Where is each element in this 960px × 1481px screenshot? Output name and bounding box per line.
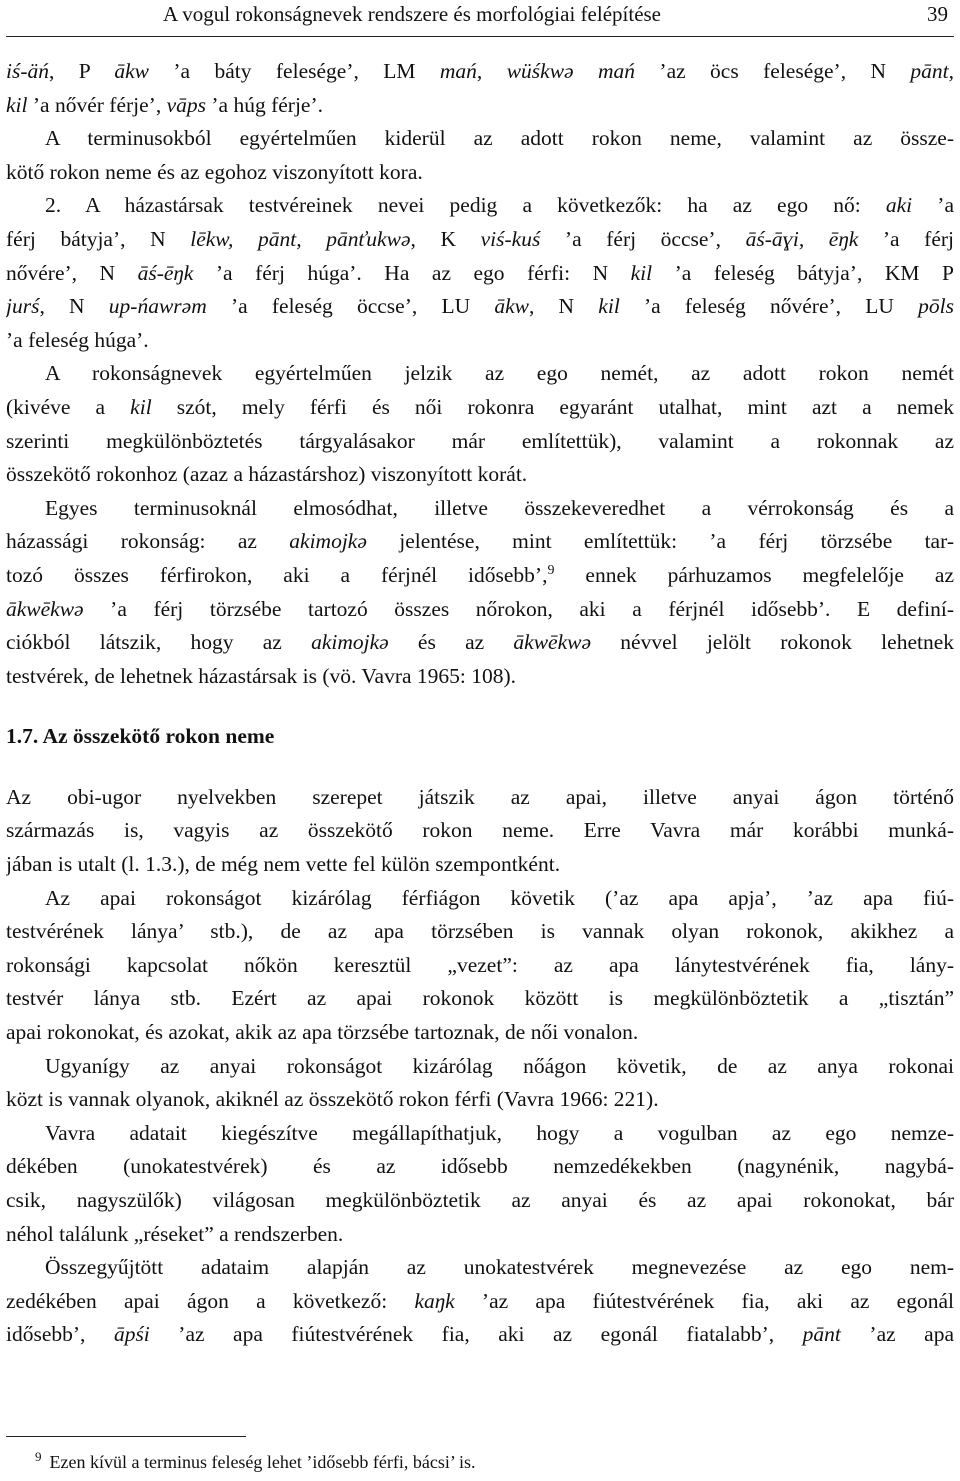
italic-term: vāps xyxy=(166,92,206,117)
text-line xyxy=(6,593,954,627)
text-line xyxy=(6,1117,954,1151)
paragraph xyxy=(6,1117,954,1251)
italic-term: āpśi xyxy=(113,1322,150,1347)
spacer xyxy=(6,693,954,720)
text-run: Összegyűjtött adataim alapján az unokatestvérek megnevezése az ego nem- xyxy=(45,1255,954,1280)
text-run: rokonsági kapcsolat nőkön keresztül „vezet”: az apa lánytestvérének fia, lány- xyxy=(6,952,954,977)
text-run: ’az apa fiútestvérének fia, aki az egonál fiatalabb’, xyxy=(149,1322,803,1347)
italic-term: ākwēkwə xyxy=(6,596,84,621)
italic-term: ākw xyxy=(494,294,529,319)
text-line xyxy=(6,982,954,1016)
text-run: , K xyxy=(410,226,481,251)
text-run: Az obi-ugor nyelvekben szerepet játszik az apai, illetve anyai ágon történő xyxy=(6,784,954,809)
text-run: ’a férj húga’. Ha az ego férfi: N xyxy=(193,260,631,285)
italic-term: mań, wüśkwə mań xyxy=(439,59,636,83)
italic-term: pōls xyxy=(918,294,954,319)
italic-term: akimojkə xyxy=(311,630,389,655)
text-run: ’a feleség húga’. xyxy=(6,327,149,352)
text-run: idősebb’, xyxy=(6,1322,114,1347)
text-line xyxy=(6,357,954,391)
text-line xyxy=(6,814,954,848)
text-run: apai rokonokat, és azokat, akik az apa törzsébe tartoznak, de női vonalon. xyxy=(6,1020,639,1045)
text-run: ’a férj öccse’, xyxy=(540,226,746,251)
italic-term: āś-āɣi, ēŋk xyxy=(745,226,859,251)
text-run: dékében (unokatestvérek) és az idősebb nemzedékekben (nagynénik, nagybá- xyxy=(6,1154,954,1179)
text-run: kötő rokon neme és az egohoz viszonyított kora. xyxy=(6,159,423,184)
italic-term: up-ńawrəm xyxy=(108,294,207,319)
text-run: 2. A házastársak testvéreinek nevei pedig a következők: ha az ego nő: xyxy=(45,193,886,218)
text-line xyxy=(6,1218,954,1252)
text-line xyxy=(6,882,954,916)
text-run: szót, mely férfi és női rokonra egyaránt utalhat, mint azt a nemek xyxy=(151,394,954,419)
text-run: ’a xyxy=(912,193,954,218)
text-line xyxy=(6,626,954,660)
text-run: ’a feleség öccse’, LU xyxy=(206,294,495,319)
italic-term: ākw xyxy=(114,59,149,83)
text-run: testvér lánya stb. Ezért az apai rokonok között is megkülönböztetik a „tisztán” xyxy=(6,986,954,1011)
text-line xyxy=(6,1050,954,1084)
text-run: (kivéve a xyxy=(6,394,131,419)
text-line xyxy=(6,949,954,983)
text-run: névvel jelölt rokonok lehetnek xyxy=(591,630,954,655)
text-line xyxy=(6,848,954,882)
italic-term: kil xyxy=(6,92,28,117)
text-run: ciókból látszik, hogy az xyxy=(6,630,312,655)
italic-term: pānt, xyxy=(910,59,954,83)
section-heading: 1.7. Az összekötő rokon neme xyxy=(6,724,275,749)
text-line xyxy=(6,1251,954,1285)
italic-term: kil xyxy=(598,294,620,319)
text-run: ’a feleség nővére’, LU xyxy=(619,294,919,319)
running-title: A vogul rokonságnevek rendszere és morfológiai felépítése xyxy=(163,2,662,26)
text-line xyxy=(6,425,954,459)
text-run: , N xyxy=(39,294,109,319)
paragraph xyxy=(6,781,954,882)
text-line xyxy=(6,1150,954,1184)
text-line xyxy=(6,1016,954,1050)
text-run: ’a húg férje’. xyxy=(206,92,323,117)
text-run: ’a nővér férje’, xyxy=(27,92,167,117)
text-line xyxy=(6,223,954,257)
text-run: szerinti megkülönböztetés tárgyalásakor már említettük), valamint a rokonnak az xyxy=(6,428,954,453)
text-line xyxy=(6,55,954,89)
text-run: csik, nagyszülők) világosan megkülönböztetik az anyai és az apai rokonokat, bár xyxy=(6,1188,954,1212)
text-run: Ugyanígy az anyai rokonságot kizárólag nőágon követik, de az anya rokonai xyxy=(45,1053,954,1078)
page-body xyxy=(6,55,954,1352)
text-run: ’az apa xyxy=(840,1322,954,1347)
footnote xyxy=(35,1450,476,1474)
text-run: Vavra adatait kiegészítve megállapíthatjuk, hogy a vogulban az ego nemze- xyxy=(45,1120,954,1145)
text-run: testvérek, de lehetnek házastársak is (vö. Vavra 1965: 108). xyxy=(6,663,517,688)
text-line xyxy=(6,458,954,492)
text-run: Egyes terminusoknál elmosódhat, illetve összekeveredhet a vérrokonság és a xyxy=(45,495,954,520)
text-run: ’a férj törzsébe tartozó összes nőrokon, aki a férjnél idősebb’. E definí- xyxy=(83,596,954,621)
footnote-mark: 9 xyxy=(35,1449,42,1464)
italic-term: lēkw, pānt, pānťukwə xyxy=(190,226,411,251)
text-run: ’a báty felesége’, LM xyxy=(148,59,440,83)
text-run: házassági rokonság: az xyxy=(6,529,290,554)
text-run: Az apai rokonságot kizárólag férfiágon követik (’az apa apja’, ’az apa fiú- xyxy=(45,885,954,910)
text-line xyxy=(6,1083,954,1117)
text-run: és az xyxy=(388,630,514,655)
text-line xyxy=(6,189,954,223)
text-line xyxy=(6,525,954,559)
italic-term: jurś xyxy=(6,294,40,319)
text-run: néhol találunk „réseket” a rendszerben. xyxy=(6,1221,344,1246)
italic-term: pānt xyxy=(802,1322,841,1347)
footnote-reference: 9 xyxy=(547,562,555,578)
page-number: 39 xyxy=(927,2,948,26)
text-line xyxy=(6,156,954,190)
paragraph xyxy=(6,1251,954,1352)
footnote-rule xyxy=(6,1436,246,1437)
header-rule xyxy=(6,36,954,37)
text-run: A rokonságnevek egyértelműen jelzik az ego nemét, az adott rokon nemét xyxy=(45,361,954,386)
italic-term: iś-äń xyxy=(6,59,49,83)
text-run: férj bátyja’, N xyxy=(6,226,191,251)
italic-term: viś-kuś xyxy=(480,226,541,251)
text-line xyxy=(6,492,954,526)
text-run: ennek párhuzamos megfelelője az xyxy=(554,562,954,587)
text-run: jelentése, mint említettük: ’a férj törzsébe tar- xyxy=(366,529,954,554)
text-run: nővére’, N xyxy=(6,260,138,285)
paragraph xyxy=(6,55,954,122)
text-run: közt is vannak olyanok, akiknél az összekötő rokon férfi (Vavra 1966: 221). xyxy=(6,1087,659,1112)
text-run: ’az öcs felesége’, N xyxy=(635,59,911,83)
text-line xyxy=(6,257,954,291)
text-line xyxy=(6,122,954,156)
paragraph xyxy=(6,189,954,357)
text-line xyxy=(6,391,954,425)
text-run: származás is, vagyis az összekötő rokon neme. Erre Vavra már korábbi munká- xyxy=(6,818,954,843)
text-line xyxy=(6,1285,954,1319)
paragraph xyxy=(6,122,954,189)
text-line xyxy=(6,324,954,358)
italic-term: akimojkə xyxy=(289,529,367,554)
text-run: zedékében apai ágon a következő: xyxy=(6,1288,415,1313)
footnote-text: Ezen kívül a terminus feleség lehet ’idősebb férfi, bácsi’ is. xyxy=(49,1452,476,1472)
text-line xyxy=(6,660,954,694)
paragraph xyxy=(6,357,954,491)
paragraph xyxy=(6,882,954,1050)
text-run: tozó összes férfirokon, aki a férjnél idősebb’, xyxy=(6,562,548,587)
text-line xyxy=(6,559,954,593)
italic-term: aki xyxy=(885,193,913,218)
text-line xyxy=(6,915,954,949)
paragraph xyxy=(6,1050,954,1117)
text-run: jában is utalt (l. 1.3.), de még nem vette fel külön szempontként. xyxy=(6,852,561,877)
italic-term: kil xyxy=(130,394,152,419)
paragraph xyxy=(6,492,954,694)
page-header xyxy=(163,0,952,34)
italic-term: kil xyxy=(630,260,653,285)
italic-term: ākwēkwə xyxy=(513,630,592,655)
text-run: összekötő rokonhoz (azaz a házastárshoz) viszonyított korát. xyxy=(6,462,528,487)
italic-term: āś-ēŋk xyxy=(137,260,194,285)
spacer xyxy=(6,754,954,781)
italic-term: kaŋk xyxy=(414,1288,455,1313)
text-run: testvérének lánya’ stb.), de az apa törzsében is vannak olyan rokonok, akikhez a xyxy=(6,919,954,944)
text-run: A terminusokból egyértelműen kiderül az adott rokon neme, valamint az össze- xyxy=(45,126,954,151)
text-run: ’az apa fiútestvérének fia, aki az egonál xyxy=(454,1288,954,1313)
text-line xyxy=(6,1318,954,1352)
text-run: ’a feleség bátyja’, KM P xyxy=(652,260,954,285)
text-line xyxy=(6,1184,954,1218)
text-line xyxy=(6,290,954,324)
text-line xyxy=(6,781,954,815)
text-line xyxy=(6,89,954,123)
text-run: , N xyxy=(528,294,599,319)
text-run: , P xyxy=(49,59,115,83)
text-run: ’a férj xyxy=(858,226,954,251)
